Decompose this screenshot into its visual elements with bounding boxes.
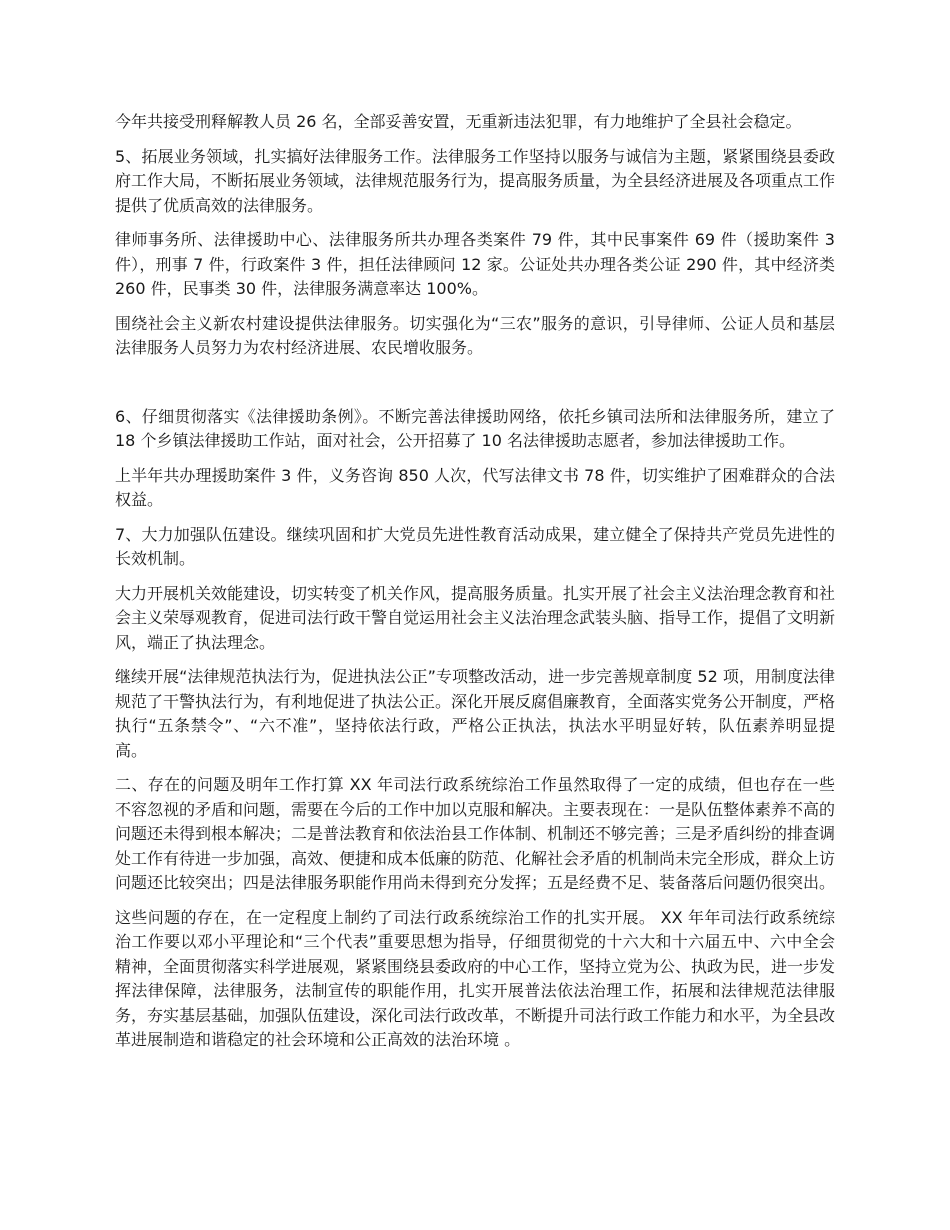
paragraph-legal-services: 5、拓展业务领域，扎实搞好法律服务工作。法律服务工作坚持以服务与诚信为主题，紧紧围绕县委政府工作大局，不断拓展业务领域，法律规范服务行为，提高服务质量，为全县经济进展及各项重点工作提供了优质高效的法律服务。 bbox=[115, 146, 836, 215]
paragraph-aid-statistics: 上半年共办理援助案件 3 件，义务咨询 850 人次，代写法律文书 78 件，切实维护了困难群众的合法权益。 bbox=[115, 465, 835, 509]
paragraph-gap bbox=[115, 371, 835, 405]
paragraph-rural-services: 围绕社会主义新农村建设提供法律服务。切实强化为“三农”服务的意识，引导律师、公证人员和基层法律服务人员努力为农村经济进展、农民增收服务。 bbox=[115, 313, 835, 357]
paragraph-team-building: 7、大力加强队伍建设。继续巩固和扩大党员先进性教育活动成果，建立健全了保持共产党员先进性的长效机制。 bbox=[115, 524, 835, 568]
paragraph-resettlement: 今年共接受刑释解教人员 26 名，全部妥善安置，无重新违法犯罪，有力地维护了全县社会稳定。 bbox=[115, 112, 802, 131]
paragraph-case-statistics: 律师事务所、法律援助中心、法律服务所共办理各类案件 79 件，其中民事案件 69 件（援助案件 3 件），刑事 7 件，行政案件 3 件，担任法律顾问 12 家。公证处共办理各类公证 290 件，其中经济类 260 件，民事类 30 件，法律服务满意率达 100%。 bbox=[115, 230, 835, 298]
paragraph-legal-aid: 6、仔细贯彻落实《法律援助条例》。不断完善法律援助网络，依托乡镇司法所和法律服务所，建立了 18 个乡镇法律援助工作站，面对社会，公开招募了 10 名法律援助志愿者，参加法律援助工作。 bbox=[115, 406, 835, 450]
paragraph-law-enforcement: 继续开展“法律规范执法行为，促进执法公正”专项整改活动，进一步完善规章制度 52 项，用制度法律规范了干警执法行为，有利地促进了执法公正。深化开展反腐倡廉教育，全面落实党务公开制度，严格执行“五条禁令”、“六不准”，坚持依法行政，严格公正执法，执法水平明显好转，队伍素养明显提高。 bbox=[115, 667, 836, 760]
paragraph-next-year-plan: 这些问题的存在，在一定程度上制约了司法行政系统综治工作的扎实开展。 XX 年年司法行政系统综治工作要以邓小平理论和“三个代表”重要思想为指导，仔细贯彻党的十六大和十六届五中、六中全会精神，全面贯彻落实科学进展观，紧紧围绕县委政府的中心工作，坚持立党为公、执政为民，进一步发挥法律保障，法律服务，法制宣传的职能作用，扎实开展普法依法治理工作，拓展和法律规范法律服务，夯实基层基础，加强队伍建设，深化司法行政改革，不断提升司法行政工作能力和水平，为全县改革进展制造和谐稳定的社会环境和公正高效的法治环境 。 bbox=[115, 907, 836, 1049]
document-body bbox=[115, 110, 835, 1063]
paragraph-problems: 二、存在的问题及明年工作打算 XX 年司法行政系统综治工作虽然取得了一定的成绩，但也存在一些不容忽视的矛盾和问题，需要在今后的工作中加以克服和解决。主要表现在：一是队伍整体素养不高的问题还未得到根本解决；二是普法教育和依法治县工作体制、机制还不够完善；三是矛盾纠纷的排查调处工作有待进一步加强，高效、便捷和成本低廉的防范、化解社会矛盾的机制尚未完全形成，群众上访问题还比较突出；四是法律服务职能作用尚未得到充分发挥；五是经费不足、装备落后问题仍很突出。 bbox=[115, 775, 836, 892]
paragraph-efficiency: 大力开展机关效能建设，切实转变了机关作风，提高服务质量。扎实开展了社会主义法治理念教育和社会主义荣辱观教育，促进司法行政干警自觉运用社会主义法治理念武装头脑、指导工作，提倡了文明新风，端正了执法理念。 bbox=[115, 583, 836, 652]
